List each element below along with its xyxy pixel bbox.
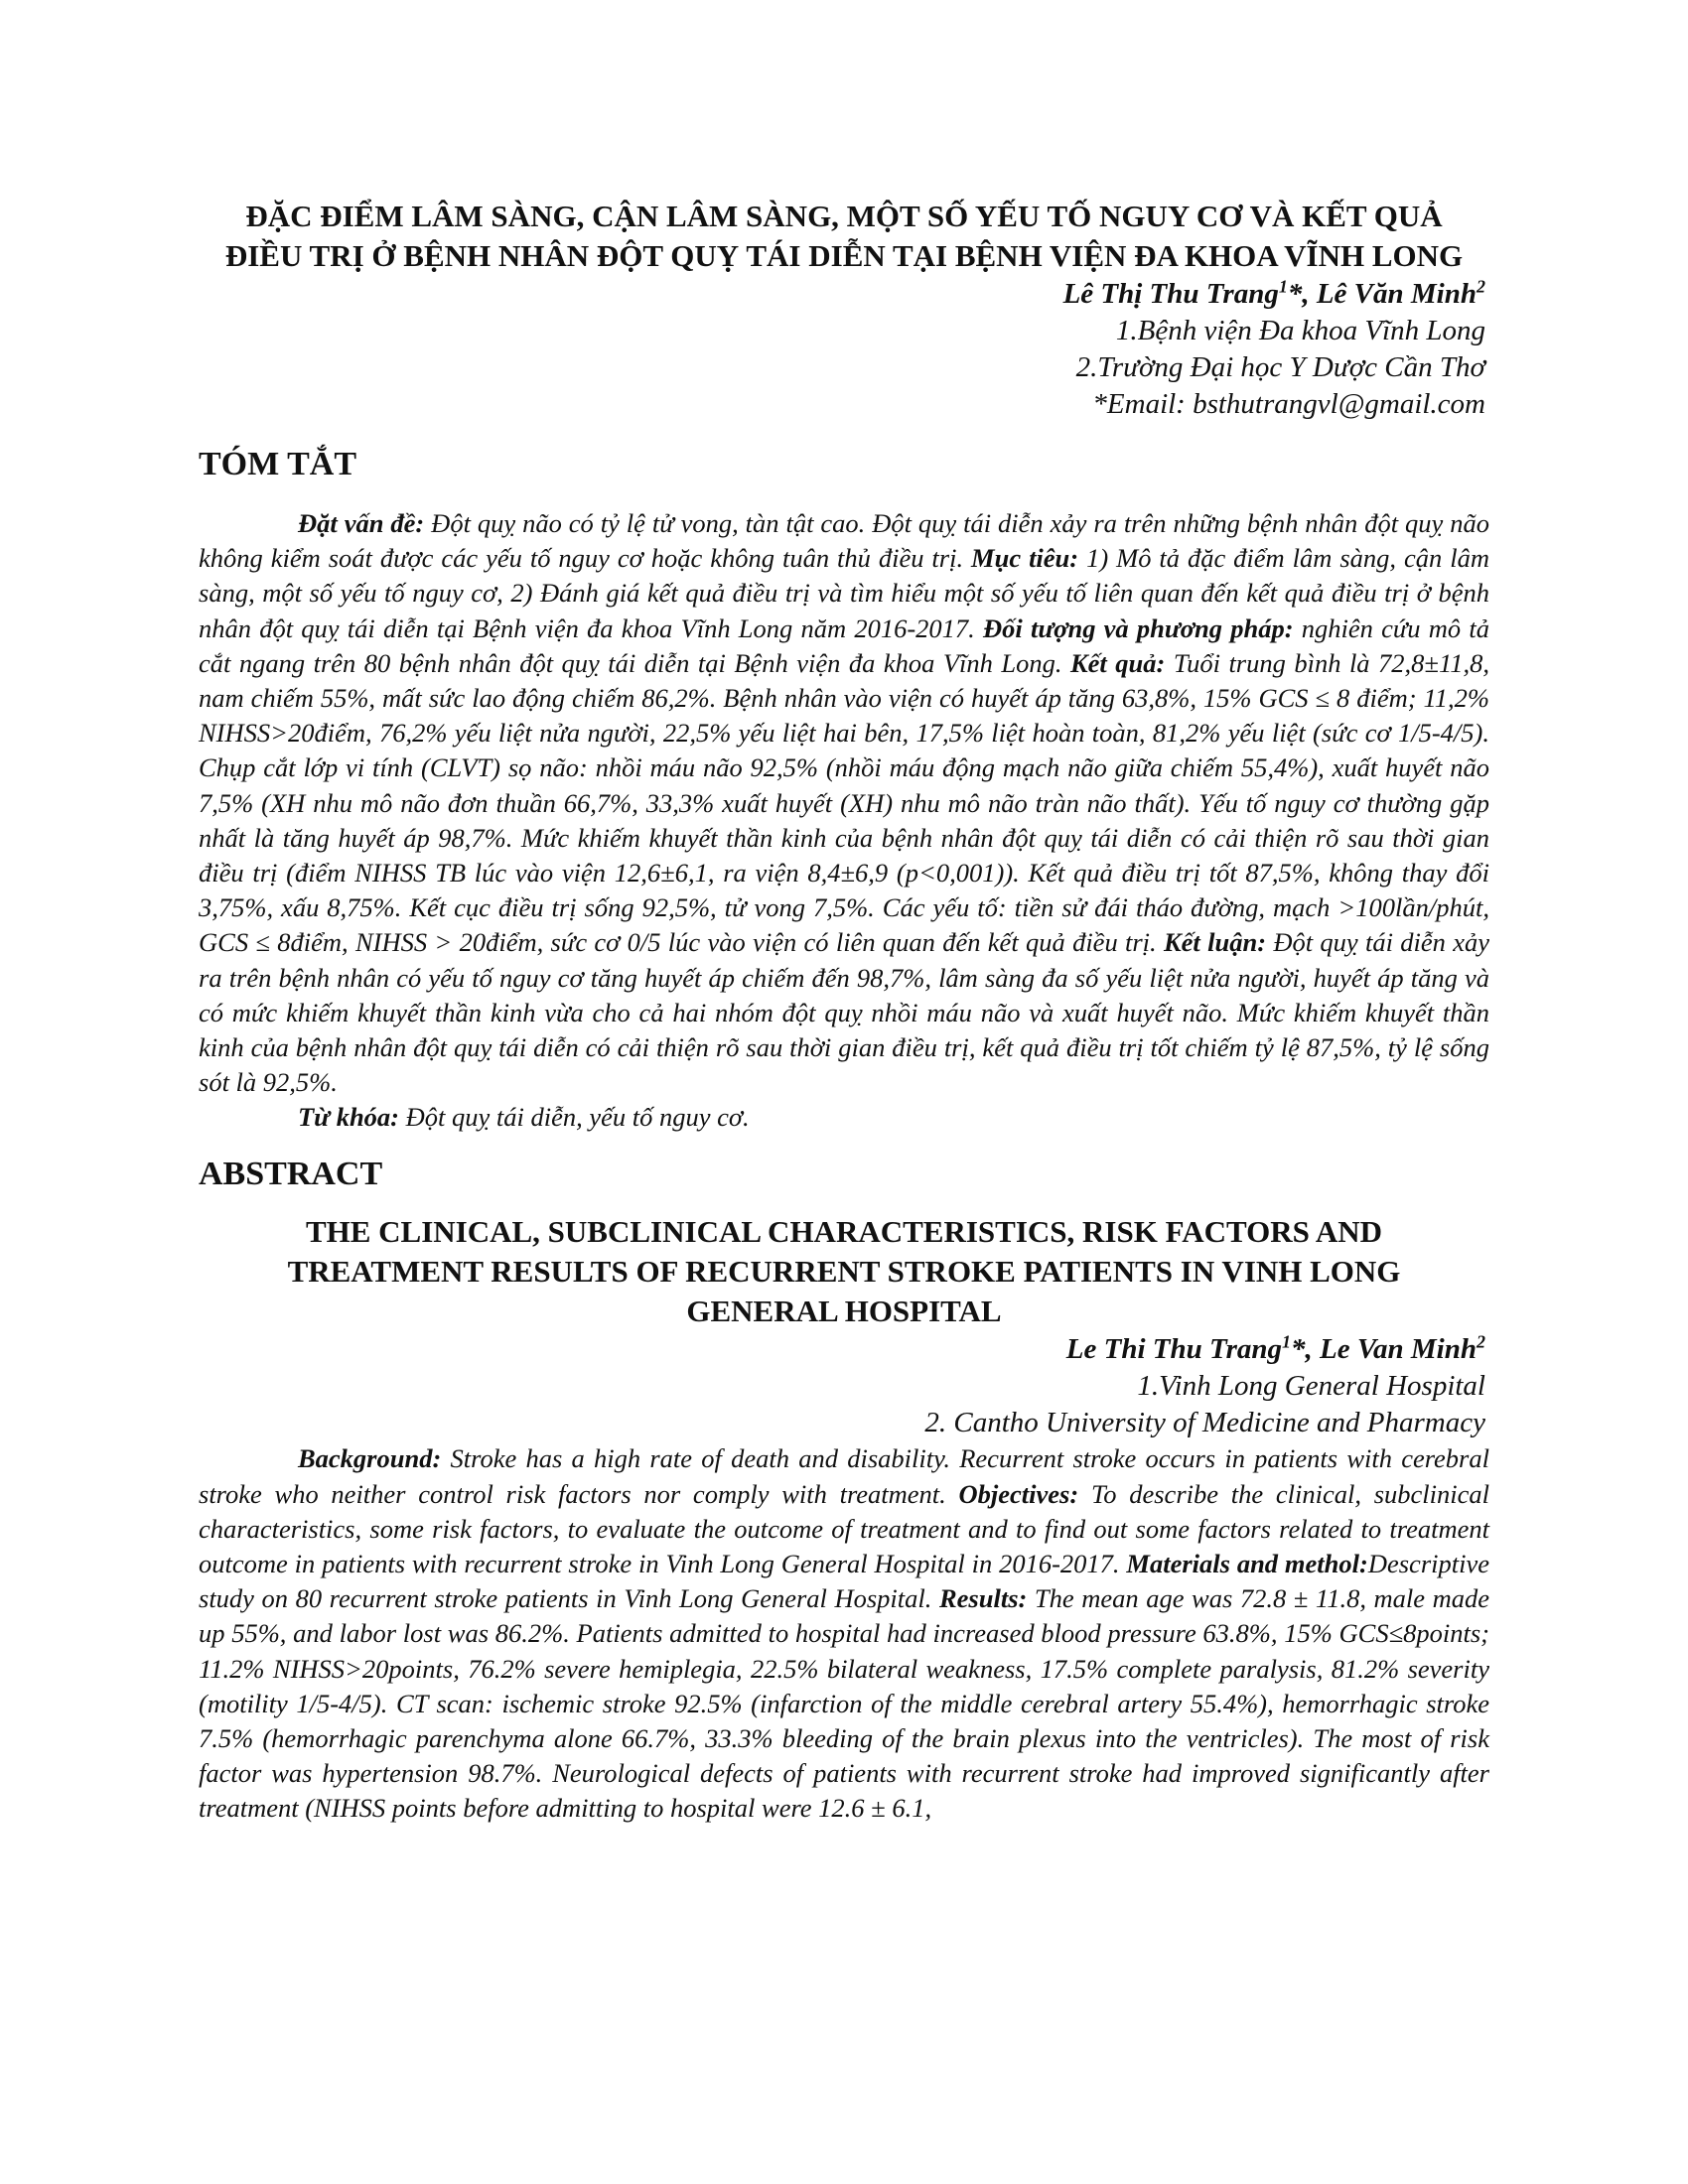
objectives-text: 1) Mô tả đặc điểm lâm sàng, cận lâm sàng, một số yếu tố nguy cơ, 2) Đánh giá kết quả điều trị và tìm hiểu một số yếu tố liên quan đến kết quả điều trị ở bệnh nhân đột quỵ tái diễn tại Bệnh viện đa khoa Vĩnh Long năm 2016-2017. [199, 543, 1489, 643]
author-block-english [199, 1331, 1489, 1441]
affiliation-1: 1.Bệnh viện Đa khoa Vĩnh Long [1115, 315, 1485, 346]
author-names-english [199, 1331, 1485, 1368]
paper-title-english: THE CLINICAL, SUBCLINICAL CHARACTERISTICS, RISK FACTORS AND TREATMENT RESULTS OF RECURRENT STROKE PATIENTS IN VINH LONG GENERAL HOSPITAL [287, 1214, 1401, 1329]
author-2-name: Lê Văn Minh [1316, 278, 1477, 310]
background-label-english: Background: [298, 1443, 442, 1474]
summary-paragraph-vietnamese [199, 506, 1489, 1100]
author-1-sup: 1 [1278, 276, 1288, 297]
author-names [199, 276, 1485, 313]
methods-text-english: Descriptive study on 80 recurrent stroke patients in Vinh Long General Hospital. [199, 1549, 1489, 1614]
author-1-name: Lê Thị Thu Trang [1062, 278, 1279, 310]
background-text-english: Stroke has a high rate of death and disability. Recurrent stroke occurs in patients with cerebral stroke who neither control risk factors nor comply with treatment. [199, 1443, 1489, 1509]
methods-text: nghiên cứu mô tả cắt ngang trên 80 bệnh nhân đột quỵ tái diễn tại Bệnh viện đa khoa Vĩnh Long. [199, 613, 1489, 678]
conclusion-text: Đột quỵ tái diễn xảy ra trên bệnh nhân có yếu tố nguy cơ tăng huyết áp chiếm đến 98,7%, lâm sàng đa số yếu liệt nửa người, huyết áp tăng và có mức khiếm khuyết thần kinh vừa cho cả hai nhóm đột quỵ nhồi máu não và xuất huyết não. Mức khiếm khuyết thần kinh của bệnh nhân đột quỵ tái diễn có cải thiện rõ sau thời gian điều trị, kết quả điều trị tốt chiếm tỷ lệ 87,5%, tỷ lệ sống sót là 92,5%. [199, 927, 1490, 1098]
background-label: Đặt vấn đề: [298, 508, 425, 538]
author-2-sup-english: 2 [1477, 1331, 1485, 1352]
author-1-sup-english: 1 [1282, 1331, 1292, 1352]
affiliation-2: 2.Trường Đại học Y Dược Cần Thơ [1075, 351, 1485, 383]
corresponding-email: *Email: bsthutrangvl@gmail.com [1092, 388, 1485, 420]
conclusion-label: Kết luận: [1164, 927, 1267, 958]
summary-heading: TÓM TẮT [199, 446, 357, 482]
paper-title-vietnamese: ĐẶC ĐIỂM LÂM SÀNG, CẬN LÂM SÀNG, MỘT SỐ YẾU TỐ NGUY CƠ VÀ KẾT QUẢ ĐIỀU TRỊ Ở BỆNH NHÂN ĐỘT QUỴ TÁI DIỄN TẠI BỆNH VIỆN ĐA KHOA VĨNH LONG [224, 199, 1464, 273]
author-1-mark-english: *, [1291, 1333, 1321, 1366]
author-block-vietnamese [199, 276, 1489, 423]
keywords-label: Từ khóa: [298, 1102, 400, 1133]
objectives-text-english: To describe the clinical, subclinical characteristics, some risk factors, to evaluate the outcome of treatment and to find out some factors related to treatment outcome in patients with recurrent stroke in Vinh Long General Hospital in 2016-2017. [199, 1478, 1489, 1579]
affiliation-2-english: 2. Cantho University of Medicine and Pharmacy [924, 1407, 1485, 1439]
author-2-sup: 2 [1477, 276, 1485, 297]
background-text: Đột quỵ não có tỷ lệ tử vong, tàn tật cao. Đột quỵ tái diễn xảy ra trên những bệnh nhân đột quỵ não không kiểm soát được các yếu tố nguy cơ hoặc không tuân thủ điều trị. [199, 508, 1489, 574]
keywords-line [199, 1100, 1489, 1135]
abstract-heading: ABSTRACT [199, 1156, 383, 1193]
objectives-label-english: Objectives: [958, 1478, 1079, 1509]
abstract-paragraph-english [199, 1441, 1489, 1826]
results-text-english: The mean age was 72.8 ± 11.8, male made up 55%, and labor lost was 86.2%. Patients admitted to hospital had increased blood pressure 63.8%, 15% GCS≤8points; 11.2% NIHSS>20points, 76.2% severe hemiplegia, 22.5% bilateral weakness, 17.5% complete paralysis, 81.2% severity (motility 1/5-4/5). CT scan: ischemic stroke 92.5% (infarction of the middle cerebral artery 55.4%), hemorrhagic stroke 7.5% (hemorrhagic parenchyma alone 66.7%, 33.3% bleeding of the brain plexus into the ventricles). The most of risk factor was hypertension 98.7%. Neurological defects of patients with recurrent stroke had improved significantly after treatment (NIHSS points before admitting to hospital were 12.6 ± 6.1, [199, 1583, 1490, 1824]
affiliation-1-english: 1.Vinh Long General Hospital [1137, 1370, 1485, 1403]
objectives-label: Mục tiêu: [971, 543, 1079, 574]
methods-label-english: Materials and methol: [1126, 1549, 1368, 1579]
results-label-english: Results: [938, 1583, 1028, 1614]
author-2-name-english: Le Van Minh [1320, 1333, 1477, 1366]
results-label: Kết quả: [1069, 647, 1166, 678]
keywords-text: Đột quỵ tái diễn, yếu tố nguy cơ. [399, 1102, 750, 1133]
methods-label: Đối tượng và phương pháp: [983, 613, 1294, 643]
author-1-mark: *, [1287, 278, 1317, 310]
results-text: Tuổi trung bình là 72,8±11,8, nam chiếm 55%, mất sức lao động chiếm 86,2%. Bệnh nhân vào viện có huyết áp tăng 63,8%, 15% GCS ≤ 8 điểm; 11,2% NIHSS>20điểm, 76,2% yếu liệt nửa người, 22,5% yếu liệt hai bên, 17,5% liệt hoàn toàn, 81,2% yếu liệt (sức cơ 1/5-4/5). Chụp cắt lớp vi tính (CLVT) sọ não: nhồi máu não 92,5% (nhồi máu động mạch não giữa chiếm 55,4%), xuất huyết não 7,5% (XH nhu mô não đơn thuần 66,7%, 33,3% xuất huyết (XH) nhu mô não tràn não thất). Yếu tố nguy cơ thường gặp nhất là tăng huyết áp 98,7%. Mức khiếm khuyết thần kinh của bệnh nhân đột quỵ tái diễn có cải thiện rõ sau thời gian điều trị (điểm NIHSS TB lúc vào viện 12,6±6,1, ra viện 8,4±6,9 (p<0,001)). Kết quả điều trị tốt 87,5%, không thay đổi 3,75%, xấu 8,75%. Kết cục điều trị sống 92,5%, tử vong 7,5%. Các yếu tố: tiền sử đái tháo đường, mạch >100lần/phút, GCS ≤ 8điểm, NIHSS > 20điểm, sức cơ 0/5 lúc vào viện có liên quan đến kết quả điều trị. [199, 647, 1489, 958]
author-1-name-english: Le Thi Thu Trang [1065, 1333, 1283, 1366]
